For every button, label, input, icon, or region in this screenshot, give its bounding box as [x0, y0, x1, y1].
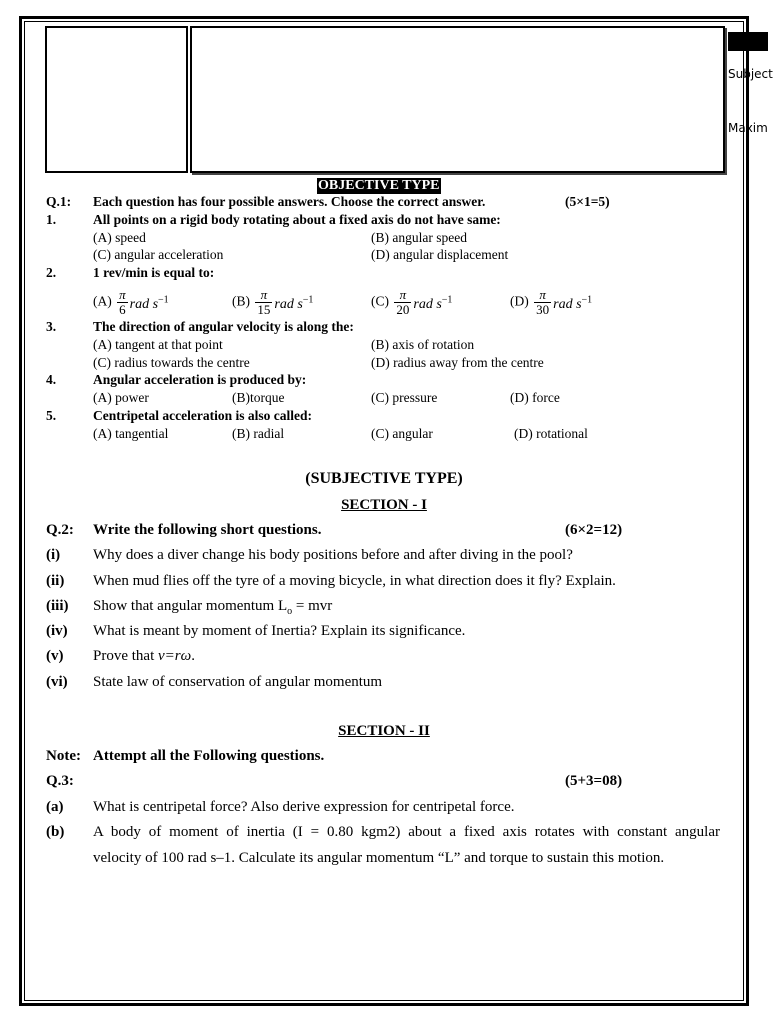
fraction-denominator: 15 [257, 301, 271, 317]
long-question-number: (a) [46, 799, 64, 815]
mcq-option: (A) power [93, 390, 149, 405]
mcq-option: (A) tangential [93, 426, 169, 441]
q1-instructions: Each question has four possible answers. Choose the correct answer. [93, 194, 486, 209]
objective-title: OBJECTIVE TYPE [318, 178, 440, 193]
mcq-question: Centripetal acceleration is also called: [93, 408, 312, 423]
mcq-option [510, 284, 592, 321]
long-question-number: (b) [46, 824, 65, 840]
unit [553, 294, 593, 312]
fraction [534, 288, 551, 317]
short-question-number: (iv) [46, 623, 68, 639]
option-letter: (B) [232, 293, 250, 309]
mcq-question: All points on a rigid body rotating about a fixed axis do not have same: [93, 212, 501, 227]
short-question-number: (vi) [46, 674, 68, 690]
fraction-denominator: 6 [119, 301, 126, 317]
unit-exponent: −1 [441, 294, 453, 305]
unit-text: rad s [413, 296, 442, 312]
long-question-line: A body of moment of inertia (I = 0.80 kgm2) about a fixed axis rotates with constant angular [93, 824, 720, 840]
short-question-number: (v) [46, 648, 64, 664]
mcq-option: (D) angular displacement [371, 247, 509, 262]
mcq-option [232, 284, 313, 321]
mcq-option: (C) pressure [371, 390, 438, 405]
mcq-number: 4. [46, 372, 57, 387]
short-question [93, 647, 195, 665]
mcq-option: (C) radius towards the centre [93, 355, 250, 370]
q3-marks: (5+3=08) [565, 773, 623, 789]
subjective-title: (SUBJECTIVE TYPE) [305, 470, 463, 487]
question-text-end: . [191, 648, 195, 664]
subject-label: Subject [728, 67, 773, 81]
mcq-option: (B) axis of rotation [371, 337, 475, 352]
section-2-title: SECTION - II [338, 723, 430, 739]
mcq-question: 1 rev/min is equal to: [93, 265, 215, 280]
fraction-numerator: π [534, 288, 551, 303]
unit-exponent: −1 [302, 294, 314, 305]
mcq-option [371, 284, 452, 321]
option-letter: (C) [371, 293, 389, 309]
q3-label: Q.3: [46, 773, 74, 789]
unit [129, 294, 169, 312]
fraction-numerator: π [255, 288, 272, 303]
mcq-number: 3. [46, 319, 57, 334]
fraction-denominator: 30 [536, 301, 550, 317]
question-text: Show that angular momentum L [93, 598, 288, 614]
fraction [255, 288, 272, 317]
question-text-end: = mvr [292, 598, 333, 614]
q1-label: Q.1: [46, 194, 72, 209]
mcq-option: (B) angular speed [371, 230, 467, 245]
q2-instructions: Write the following short questions. [93, 522, 322, 538]
mcq-option: (A) tangent at that point [93, 337, 223, 352]
fraction-numerator: π [394, 288, 411, 303]
subscript: o [287, 606, 293, 617]
mcq-number: 5. [46, 408, 57, 423]
equation: v=rω [158, 648, 192, 664]
mcq-option: (B)torque [232, 390, 285, 405]
maximum-marks-label: Maxim [728, 121, 768, 135]
mcq-option: (C) angular [371, 426, 433, 441]
mcq-option [93, 284, 169, 321]
unit [274, 294, 314, 312]
mcq-option: (C) angular acceleration [93, 247, 224, 262]
mcq-option: (D) force [510, 390, 560, 405]
unit-exponent: −1 [158, 294, 169, 305]
header-box [190, 26, 725, 173]
fraction [117, 288, 128, 317]
q1-marks: (5×1=5) [565, 194, 610, 209]
question-text: Prove that [93, 648, 158, 664]
mcq-question: The direction of angular velocity is along the: [93, 319, 354, 334]
logo-box [45, 26, 188, 173]
mcq-number: 1. [46, 212, 57, 227]
fraction-denominator: 20 [396, 301, 410, 317]
note-text: Attempt all the Following questions. [93, 748, 325, 764]
short-question: When mud flies off the tyre of a moving bicycle, in what direction does it fly? Explain. [93, 573, 616, 589]
short-question: State law of conservation of angular momentum [93, 674, 383, 690]
short-question-number: (ii) [46, 573, 65, 589]
mcq-option: (A) speed [93, 230, 146, 245]
note-label: Note: [46, 748, 81, 764]
short-question: What is meant by moment of Inertia? Explain its significance. [93, 623, 466, 639]
mcq-option: (D) radius away from the centre [371, 355, 544, 370]
mcq-number: 2. [46, 265, 57, 280]
fraction [394, 288, 411, 317]
header-black-bar [728, 32, 768, 51]
short-question: Why does a diver change his body positions before and after diving in the pool? [93, 547, 573, 563]
unit-text: rad s [553, 296, 582, 312]
unit [413, 294, 453, 312]
q2-marks: (6×2=12) [565, 522, 623, 538]
mcq-question: Angular acceleration is produced by: [93, 372, 307, 387]
unit-text: rad s [129, 296, 159, 312]
unit-text: rad s [274, 296, 303, 312]
fraction-numerator: π [119, 286, 126, 302]
section-1-title: SECTION - I [341, 497, 427, 513]
mcq-option: (D) rotational [514, 426, 588, 441]
short-question [93, 597, 332, 621]
short-question-number: (i) [46, 547, 61, 563]
unit-exponent: −1 [581, 294, 593, 305]
option-letter: (A) [93, 293, 112, 309]
q2-label: Q.2: [46, 522, 74, 538]
mcq-option: (B) radial [232, 426, 285, 441]
option-letter: (D) [510, 293, 529, 309]
long-question: What is centripetal force? Also derive expression for centripetal force. [93, 799, 515, 815]
long-question-line: velocity of 100 rad s–1. Calculate its angular momentum “L” and torque to sustain this motion. [93, 850, 665, 866]
short-question-number: (iii) [46, 598, 69, 614]
